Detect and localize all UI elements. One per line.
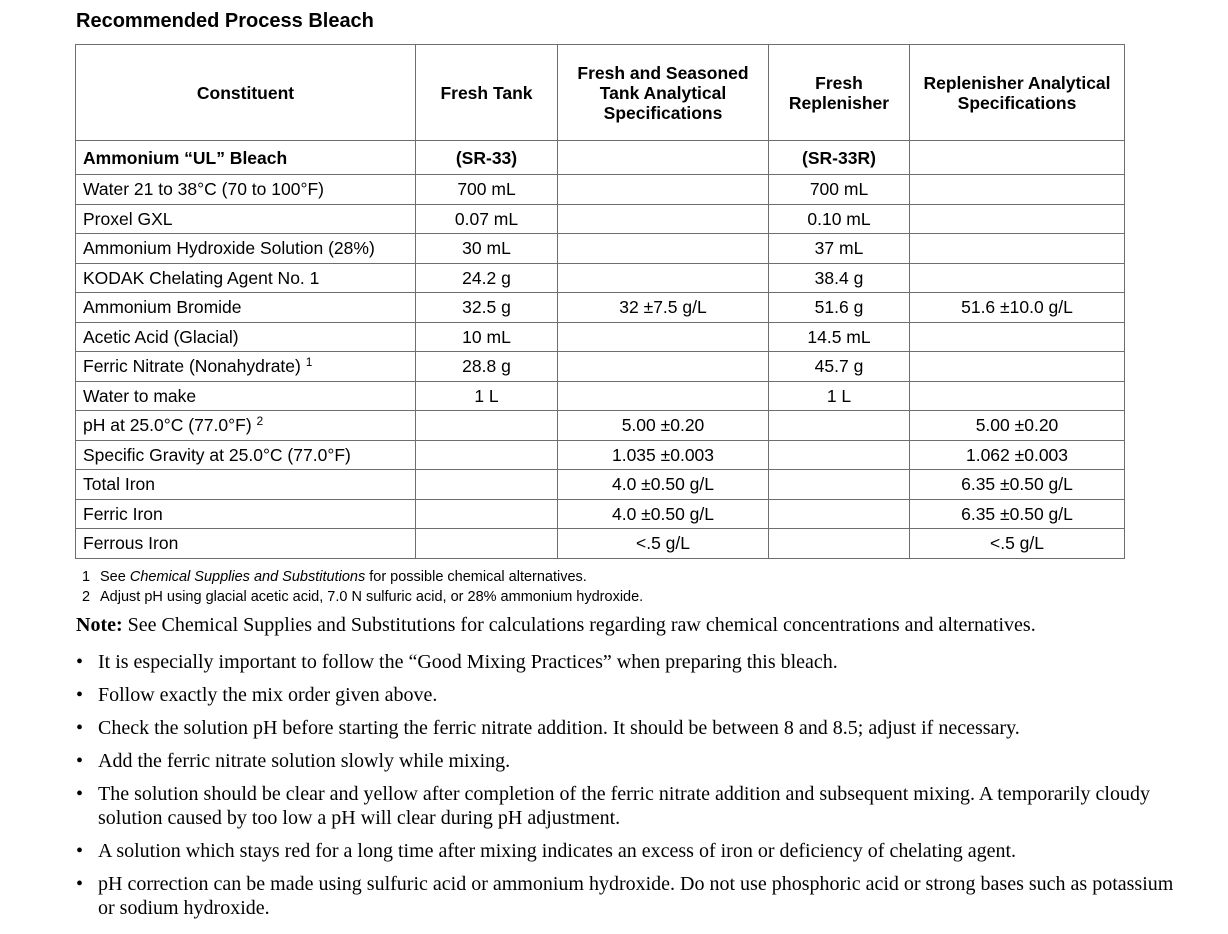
cell-tank-spec (558, 293, 769, 323)
cell-fresh-tank (416, 175, 558, 205)
list-item (76, 839, 1191, 863)
footnote-text: Adjust pH using glacial acetic acid, 7.0 N sulfuric acid, or 28% ammonium hydroxide. (100, 589, 644, 605)
process-bleach-table (75, 44, 1125, 559)
cell-fresh-replenisher (769, 381, 910, 411)
cell-text: 5.00 ±0.20 (975, 415, 1059, 436)
cell-fresh-replenisher (769, 470, 910, 500)
mixing-instructions-list (76, 650, 1191, 929)
cell-text: 28.8 g (462, 356, 511, 377)
cell-constituent (76, 470, 416, 500)
note-paragraph (76, 614, 1036, 637)
cell-tank-spec (558, 141, 769, 175)
list-item (76, 716, 1191, 740)
cell-constituent (76, 499, 416, 529)
cell-text: 14.5 mL (807, 326, 871, 347)
list-item (76, 782, 1191, 830)
cell-text: 37 mL (814, 238, 864, 259)
list-item (76, 749, 1191, 773)
cell-tank-spec (558, 204, 769, 234)
cell-text: <.5 g/L (989, 533, 1044, 554)
cell-fresh-tank (416, 293, 558, 323)
cell-tank-spec (558, 499, 769, 529)
document-title: Recommended Process Bleach (76, 10, 374, 32)
cell-constituent (76, 352, 416, 382)
cell-text: 0.07 mL (454, 208, 519, 229)
cell-text: 45.7 g (814, 356, 864, 377)
cell-constituent (76, 322, 416, 352)
cell-tank-spec (558, 381, 769, 411)
cell-replenisher-spec (910, 381, 1125, 411)
cell-text: 0.10 mL (807, 208, 871, 229)
cell-fresh-replenisher (769, 529, 910, 559)
cell-text: Ferric Nitrate (Nonahydrate) (83, 356, 301, 377)
cell-fresh-tank (416, 263, 558, 293)
table-row (76, 352, 1125, 382)
header-tank-analytical-specs: Fresh and Seasoned Tank Analytical Specifications (558, 45, 769, 141)
cell-text: 32.5 g (462, 297, 511, 318)
table-row (76, 470, 1125, 500)
cell-replenisher-spec (910, 322, 1125, 352)
cell-replenisher-spec (910, 470, 1125, 500)
cell-fresh-tank (416, 322, 558, 352)
cell-fresh-tank (416, 234, 558, 264)
cell-text: Ammonium Bromide (83, 297, 242, 318)
header-fresh-tank: Fresh Tank (416, 45, 558, 141)
cell-fresh-replenisher (769, 141, 910, 175)
list-item-text: Add the ferric nitrate solution slowly while mixing. (98, 750, 511, 772)
table-row (76, 499, 1125, 529)
bullet-icon: • (76, 651, 84, 673)
cell-text: 38.4 g (814, 267, 864, 288)
cell-fresh-tank (416, 470, 558, 500)
cell-fresh-replenisher (769, 234, 910, 264)
table-row-product-code (76, 141, 1125, 175)
cell-constituent (76, 141, 416, 175)
cell-text: Total Iron (83, 474, 155, 495)
cell-text: 1.035 ±0.003 (611, 444, 715, 465)
cell-replenisher-spec (910, 234, 1125, 264)
table-row (76, 440, 1125, 470)
cell-text: 24.2 g (462, 267, 511, 288)
cell-fresh-replenisher (769, 322, 910, 352)
cell-tank-spec (558, 529, 769, 559)
table-row (76, 293, 1125, 323)
cell-fresh-tank (416, 529, 558, 559)
bullet-icon: • (76, 840, 84, 862)
cell-replenisher-spec (910, 293, 1125, 323)
footnote-text-end: for possible chemical alternatives. (365, 569, 587, 585)
table-row (76, 175, 1125, 205)
cell-text: Proxel GXL (83, 208, 173, 229)
list-item (76, 650, 1191, 674)
cell-constituent (76, 293, 416, 323)
cell-fresh-tank (416, 141, 558, 175)
cell-fresh-replenisher (769, 204, 910, 234)
cell-text: 700 mL (457, 179, 516, 200)
cell-tank-spec (558, 263, 769, 293)
cell-tank-spec (558, 322, 769, 352)
list-item (76, 872, 1191, 920)
cell-tank-spec (558, 440, 769, 470)
table-row (76, 529, 1125, 559)
cell-text: Acetic Acid (Glacial) (83, 326, 239, 347)
note-text: See Chemical Supplies and Substitutions for calculations regarding raw chemical concentrations and alternatives. (122, 614, 1036, 636)
cell-fresh-replenisher (769, 499, 910, 529)
cell-fresh-tank (416, 499, 558, 529)
cell-text: (SR-33R) (802, 147, 876, 168)
cell-constituent (76, 411, 416, 441)
footnote-reference: 1 (305, 355, 313, 370)
cell-fresh-replenisher (769, 411, 910, 441)
cell-fresh-replenisher (769, 440, 910, 470)
cell-fresh-tank (416, 352, 558, 382)
cell-replenisher-spec (910, 411, 1125, 441)
cell-constituent (76, 529, 416, 559)
footnote-number: 1 (82, 569, 91, 585)
list-item-text: pH correction can be made using sulfuric acid or ammonium hydroxide. Do not use phosphoric acid or strong bases such as potassium or sodium hydroxide. (98, 873, 1174, 919)
cell-text: 4.0 ±0.50 g/L (611, 474, 715, 495)
table-row (76, 204, 1125, 234)
list-item-text: A solution which stays red for a long time after mixing indicates an excess of iron or deficiency of chelating agent. (98, 840, 1017, 862)
cell-tank-spec (558, 470, 769, 500)
cell-text: Ammonium “UL” Bleach (83, 147, 288, 168)
cell-text: Ferric Iron (83, 503, 163, 524)
cell-constituent (76, 440, 416, 470)
table-row (76, 381, 1125, 411)
cell-text: 700 mL (809, 179, 869, 200)
cell-replenisher-spec (910, 499, 1125, 529)
cell-fresh-tank (416, 204, 558, 234)
cell-replenisher-spec (910, 263, 1125, 293)
list-item-text: Check the solution pH before starting the ferric nitrate addition. It should be between 8 and 8.5; adjust if necessary. (98, 717, 1020, 739)
cell-fresh-replenisher (769, 263, 910, 293)
cell-text: 1.062 ±0.003 (965, 444, 1069, 465)
cell-tank-spec (558, 411, 769, 441)
cell-replenisher-spec (910, 440, 1125, 470)
cell-constituent (76, 381, 416, 411)
footnote-reference-title: Chemical Supplies and Substitutions (129, 569, 366, 585)
cell-fresh-tank (416, 381, 558, 411)
cell-tank-spec (558, 352, 769, 382)
header-replenisher-analytical-specs: Replenisher Analytical Specifications (910, 45, 1125, 141)
list-item (76, 683, 1191, 707)
cell-replenisher-spec (910, 141, 1125, 175)
header-constituent: Constituent (76, 45, 416, 141)
cell-text: 4.0 ±0.50 g/L (611, 503, 715, 524)
cell-replenisher-spec (910, 204, 1125, 234)
cell-text: Specific Gravity at 25.0°C (77.0°F) (83, 444, 351, 465)
cell-replenisher-spec (910, 529, 1125, 559)
cell-text: 51.6 ±10.0 g/L (961, 297, 1073, 318)
bullet-icon: • (76, 783, 84, 805)
cell-text: 51.6 g (814, 297, 864, 318)
bullet-icon: • (76, 873, 84, 895)
cell-text: KODAK Chelating Agent No. 1 (83, 267, 320, 288)
cell-replenisher-spec (910, 352, 1125, 382)
cell-fresh-replenisher (769, 175, 910, 205)
note-label: Note: (76, 614, 123, 636)
cell-constituent (76, 175, 416, 205)
cell-text: 32 ±7.5 g/L (619, 297, 707, 318)
cell-fresh-replenisher (769, 352, 910, 382)
cell-text: 6.35 ±0.50 g/L (961, 474, 1073, 495)
footnote-number: 2 (82, 589, 91, 605)
cell-constituent (76, 263, 416, 293)
bullet-icon: • (76, 717, 84, 739)
cell-text: 1 L (826, 385, 852, 406)
cell-fresh-replenisher (769, 293, 910, 323)
cell-fresh-tank (416, 440, 558, 470)
cell-text: 5.00 ±0.20 (621, 415, 705, 436)
table-header-row (76, 45, 1125, 141)
cell-replenisher-spec (910, 175, 1125, 205)
footnote-2 (82, 589, 643, 605)
cell-text: Water to make (83, 385, 197, 406)
cell-text: 1 L (474, 385, 499, 406)
list-item-text: Follow exactly the mix order given above. (98, 684, 438, 706)
footnote-1 (82, 569, 587, 585)
cell-tank-spec (558, 234, 769, 264)
cell-text: 30 mL (462, 238, 511, 259)
list-item-text: It is especially important to follow the “Good Mixing Practices” when preparing this bleach. (98, 651, 838, 673)
table-row (76, 322, 1125, 352)
list-item-text: The solution should be clear and yellow after completion of the ferric nitrate addition and subsequent mixing. A temporarily cloudy solution caused by too low a pH will clear during pH adjustment. (98, 783, 1150, 829)
cell-constituent (76, 234, 416, 264)
cell-text: Water 21 to 38°C (70 to 100°F) (83, 179, 324, 200)
cell-text: (SR-33) (455, 147, 518, 168)
cell-text: pH at 25.0°C (77.0°F) (83, 415, 252, 436)
cell-constituent (76, 204, 416, 234)
cell-text: <.5 g/L (635, 533, 690, 554)
header-fresh-replenisher: Fresh Replenisher (769, 45, 910, 141)
cell-text: Ferrous Iron (83, 533, 179, 554)
cell-text: Ammonium Hydroxide Solution (28%) (83, 238, 375, 259)
bullet-icon: • (76, 684, 84, 706)
cell-tank-spec (558, 175, 769, 205)
table-row (76, 411, 1125, 441)
cell-text: 6.35 ±0.50 g/L (961, 503, 1073, 524)
table-row (76, 234, 1125, 264)
cell-fresh-tank (416, 411, 558, 441)
footnote-text: See (100, 569, 130, 585)
table-row (76, 263, 1125, 293)
bullet-icon: • (76, 750, 84, 772)
cell-text: 10 mL (462, 326, 511, 347)
footnote-reference: 2 (256, 414, 264, 429)
